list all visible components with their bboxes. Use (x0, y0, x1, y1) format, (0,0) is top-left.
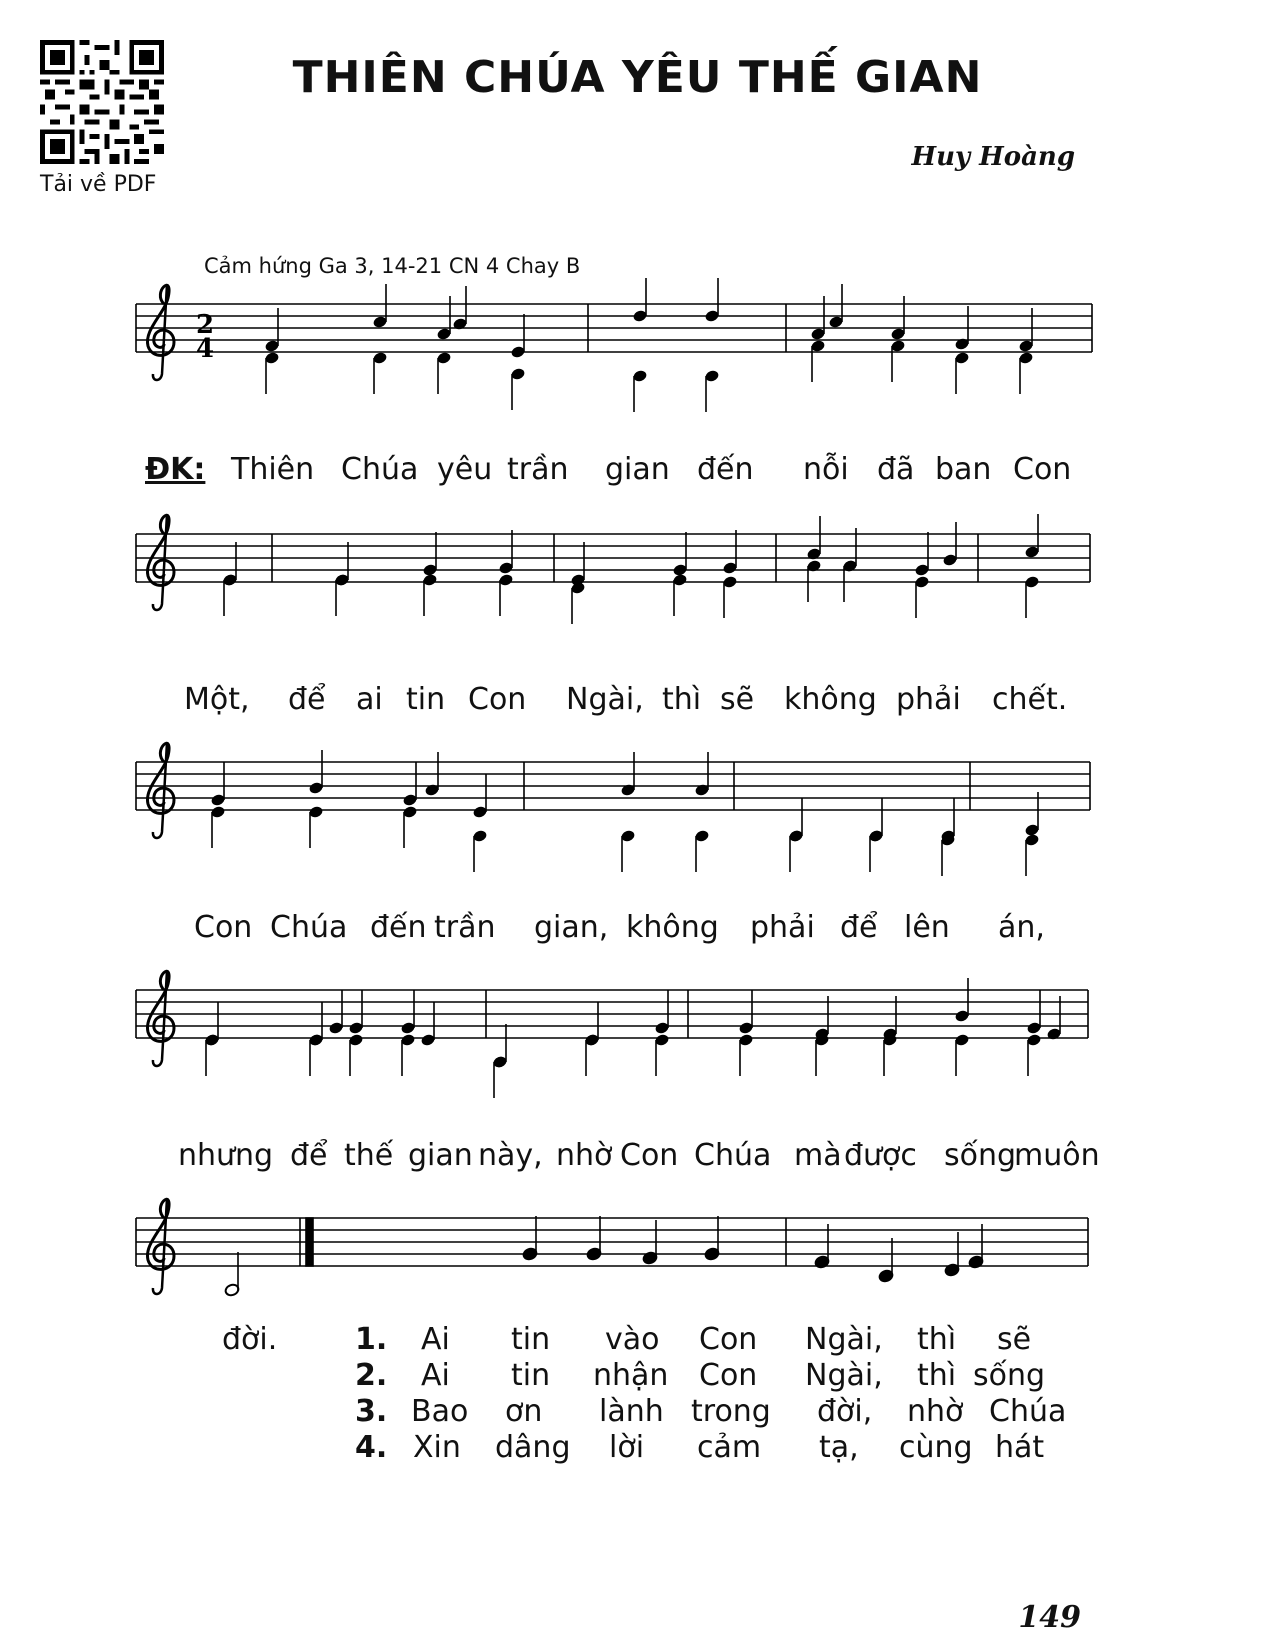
verse-number: 3. (355, 1394, 388, 1429)
time-signature-bottom: 4 (196, 334, 215, 364)
lyric-word: dâng (495, 1430, 571, 1465)
lyric-word: để (840, 910, 878, 945)
lyric-word: mà (794, 1138, 842, 1173)
lyric-word: ai (356, 682, 383, 717)
lyric-word: sống (973, 1358, 1046, 1393)
lyric-word: trong (691, 1394, 771, 1429)
lyric-word: án, (998, 910, 1045, 945)
lyric-word: tin (511, 1358, 551, 1393)
lyric-word: Thiên (231, 452, 315, 487)
lyric-word: đến (697, 452, 754, 487)
lyric-word: sẽ (997, 1322, 1032, 1357)
qr-caption: Tải về PDF (40, 172, 157, 197)
lyric-word: sống (944, 1138, 1017, 1173)
lyric-word: Chúa (341, 452, 419, 487)
lyric-word: phải (896, 682, 961, 717)
lyric-word: được (844, 1138, 917, 1173)
lyric-word: Ngài, (805, 1322, 883, 1357)
lyric-word: tạ, (819, 1430, 859, 1465)
double-barline (306, 1218, 313, 1266)
composer-name: Huy Hoàng (911, 142, 1075, 172)
verse-number: 1. (355, 1322, 388, 1357)
lyric-word: nhận (593, 1358, 669, 1393)
lyric-word: ban (935, 452, 992, 487)
verse-line-3 (355, 1394, 1075, 1434)
treble-clef-icon (147, 1198, 174, 1294)
lyric-word: nhờ (556, 1138, 613, 1173)
lyric-word: không (626, 910, 719, 945)
lyric-word: lành (599, 1394, 664, 1429)
lyric-word: thì (917, 1358, 957, 1393)
lyric-word: Một, (184, 682, 250, 717)
lyric-word: lời (609, 1430, 645, 1465)
lyric-word: cảm (697, 1430, 762, 1465)
lyric-word: vào (605, 1322, 660, 1357)
page-number: 149 (1018, 1600, 1081, 1635)
lyric-word: phải (750, 910, 815, 945)
lyric-word: ơn (505, 1394, 543, 1429)
lyric-word: trần (507, 452, 569, 487)
lyric-word: cùng (899, 1430, 973, 1465)
lyric-word: Con (699, 1322, 758, 1357)
lyric-word: Con (620, 1138, 679, 1173)
lyric-word: Chúa (270, 910, 348, 945)
lyric-word: đời, (817, 1394, 873, 1429)
lyric-word: sẽ (720, 682, 755, 717)
verse-line-1 (355, 1322, 1075, 1362)
lyric-line-5 (222, 1322, 322, 1362)
lyric-word: hát (995, 1430, 1045, 1465)
lyric-word: Con (468, 682, 527, 717)
lyric-word: gian (605, 452, 670, 487)
lyric-word: nhưng (178, 1138, 274, 1173)
lyric-line-2 (184, 682, 1104, 722)
lyric-word: Ai (421, 1322, 450, 1357)
lyric-word: Chúa (989, 1394, 1067, 1429)
scripture-reference: Cảm hứng Ga 3, 14-21 CN 4 Chay B (204, 254, 581, 278)
treble-clef-icon (147, 284, 174, 380)
lyric-word: tin (406, 682, 446, 717)
verse-line-4 (355, 1430, 1075, 1470)
lyric-word: nhờ (907, 1394, 964, 1429)
lyric-word: đã (877, 452, 915, 487)
lyric-word: để (290, 1138, 328, 1173)
lyric-word: tin (511, 1322, 551, 1357)
lyric-word: này, (478, 1138, 543, 1173)
lyric-word: Ngài, (805, 1358, 883, 1393)
verse-number: 2. (355, 1358, 388, 1393)
song-title: THIÊN CHÚA YÊU THẾ GIAN (292, 52, 983, 103)
lyric-word: nỗi (803, 452, 849, 487)
lyric-word: thì (662, 682, 702, 717)
lyric-line-4 (178, 1138, 1098, 1178)
lyric-word: không (784, 682, 877, 717)
lyric-line-1 (145, 452, 1145, 492)
lyric-word: Con (699, 1358, 758, 1393)
lyric-word: gian (408, 1138, 473, 1173)
treble-clef-icon (147, 970, 174, 1066)
lyric-word: muôn (1014, 1138, 1100, 1173)
treble-clef-icon (147, 514, 174, 610)
time-signature-top: 2 (196, 310, 215, 340)
lyric-word: Bao (411, 1394, 469, 1429)
lyric-word: lên (904, 910, 950, 945)
lyric-word: thì (917, 1322, 957, 1357)
lyric-word: gian, (534, 910, 609, 945)
lyric-word: trần (434, 910, 496, 945)
lyric-word: Con (194, 910, 253, 945)
verse-number: 4. (355, 1430, 388, 1465)
lyric-word: để (288, 682, 326, 717)
refrain-label: ĐK: (145, 452, 206, 487)
lyric-word: Ai (421, 1358, 450, 1393)
lyric-word: yêu (437, 452, 493, 487)
lyric-line-3 (194, 910, 1094, 950)
lyric-word: Ngài, (566, 682, 644, 717)
treble-clef-icon (147, 742, 174, 838)
lyric-word: Con (1013, 452, 1072, 487)
lyric-word: thế (344, 1138, 394, 1173)
lyric-word: Xin (413, 1430, 461, 1465)
lyric-word: Chúa (694, 1138, 772, 1173)
lyric-word: đến (370, 910, 427, 945)
lyric-word: chết. (992, 682, 1068, 717)
lyric-word: đời. (222, 1322, 278, 1357)
verse-line-2 (355, 1358, 1075, 1398)
